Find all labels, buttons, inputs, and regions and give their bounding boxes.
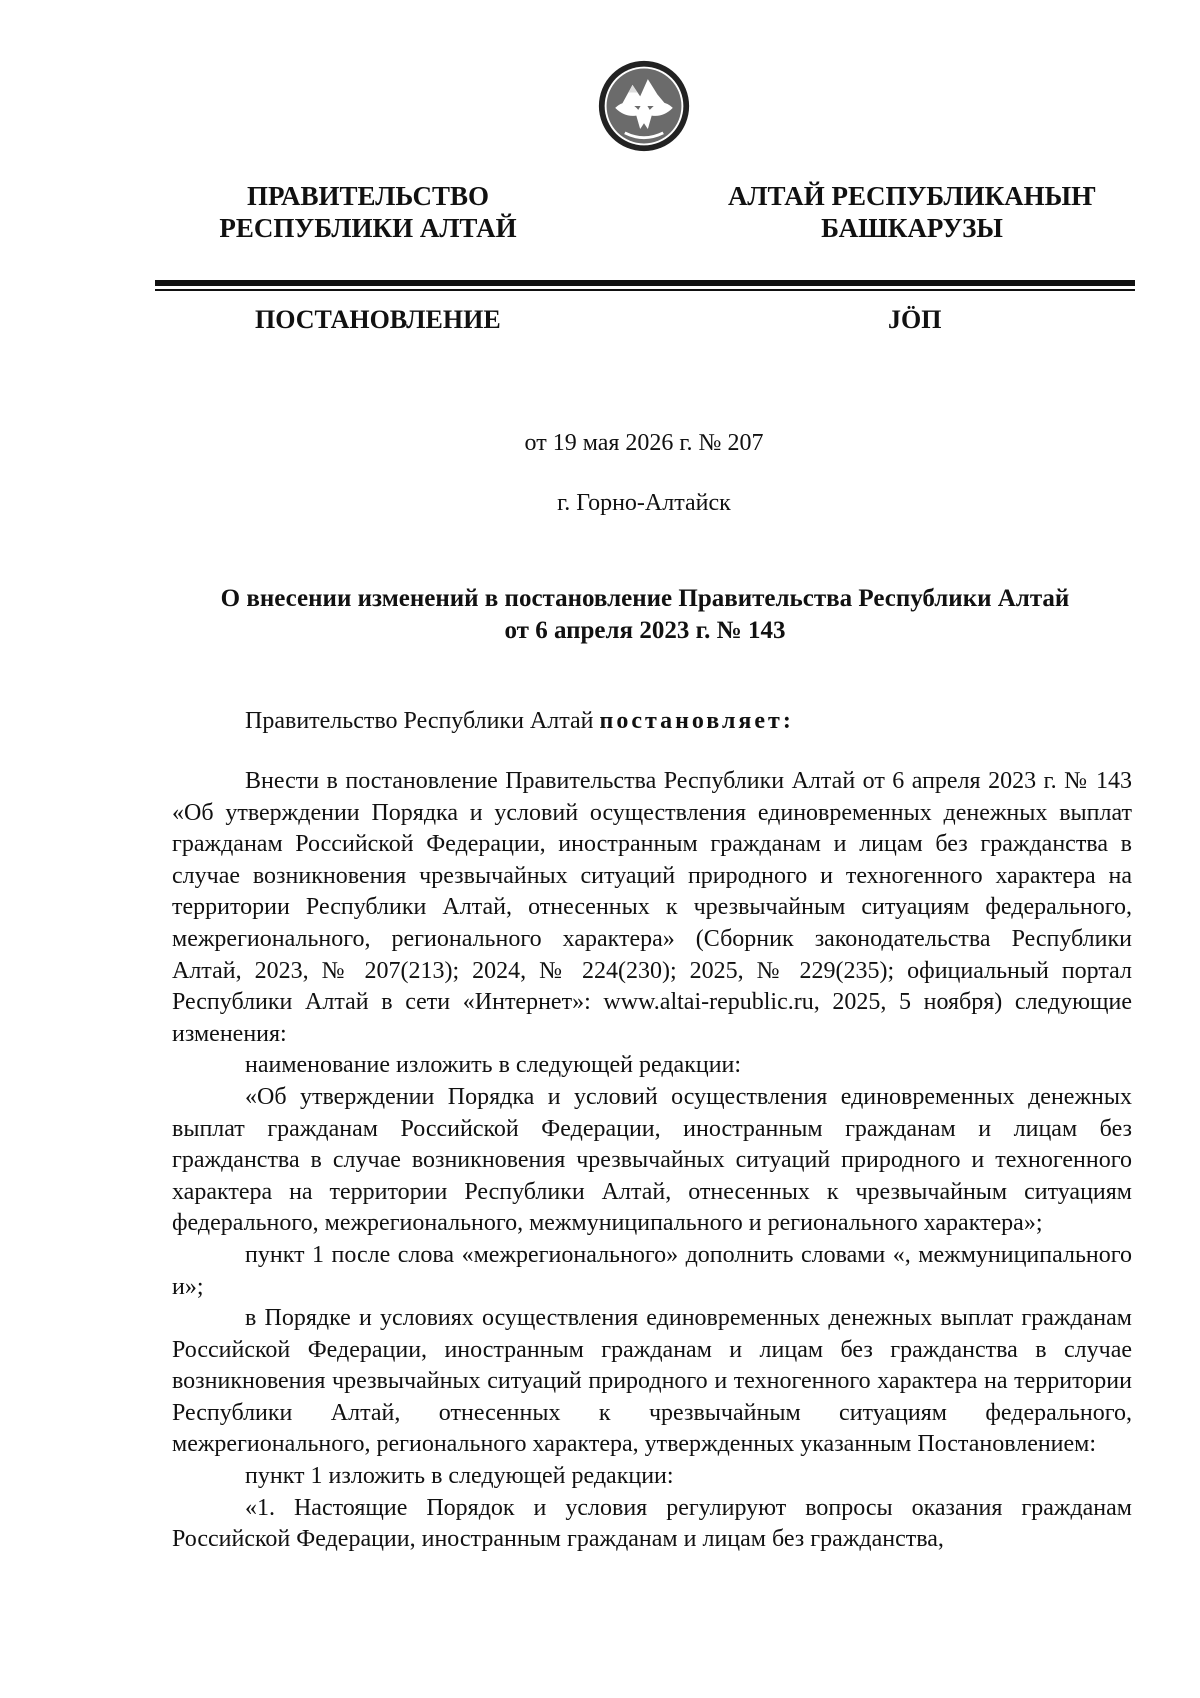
document-date-number: от 19 мая 2026 г. № 207 bbox=[524, 430, 764, 456]
document-title-line: от 6 апреля 2023 г. № 143 bbox=[504, 617, 786, 644]
header-rule-thin bbox=[155, 289, 1135, 291]
body-paragraph: «1. Настоящие Порядок и условия регулируют вопросы оказания гражданам Российской Федерации, иностранным гражданам и лицам без гражданства, bbox=[172, 1494, 1132, 1553]
header-left bbox=[218, 180, 518, 244]
doc-type-altai: JӦП bbox=[888, 305, 942, 334]
document-body bbox=[172, 766, 1132, 1556]
intro-text: Правительство Республики Алтай bbox=[245, 708, 594, 734]
header-left-line: ПРАВИТЕЛЬСТВО bbox=[246, 181, 490, 211]
header-rule-thick bbox=[155, 280, 1135, 286]
document-city: г. Горно-Алтайск bbox=[557, 490, 731, 516]
body-paragraph: «Об утверждении Порядка и условий осуществления единовременных денежных выплат гражданам Российской Федерации, иностранным гражданам и лицам без гражданства в случае возникновения чрезвычайных ситуаций природного и техногенного характера на территории Республики Алтай, отнесенных к чрезвычайным ситуациям федерального, межрегионального, межмуниципального и регионального характера»; bbox=[172, 1083, 1132, 1237]
coat-of-arms-icon bbox=[596, 58, 692, 154]
document-title bbox=[160, 583, 1130, 647]
doc-type-russian: ПОСТАНОВЛЕНИЕ bbox=[255, 305, 501, 334]
body-paragraph: наименование изложить в следующей редакции: bbox=[245, 1052, 742, 1079]
body-paragraph: Внести в постановление Правительства Республики Алтай от 6 апреля 2023 г. № 143 «Об утверждении Порядка и условий осуществления единовременных денежных выплат гражданам Российской Федерации, иностранным гражданам и лицам без гражданства в случае возникновения чрезвычайных ситуаций природного и техногенного характера на территории Республики Алтай, отнесенных к чрезвычайным ситуациям федерального, межрегионального, регионального характера» (Сборник законодательства Республики Алтай, 2023, № 207(213); 2024, № 224(230); 2025, № 229(235); официальный портал Республики Алтай в сети «Интернет»: www.altai-republic.ru, 2025, 5 ноября) следующие изменения: bbox=[172, 768, 1132, 1047]
document-title-line: О внесении изменений в постановление Правительства Республики Алтай bbox=[220, 585, 1070, 612]
body-paragraph: пункт 1 после слова «межрегионального» дополнить словами «, межмуниципального и»; bbox=[172, 1241, 1132, 1300]
header-right-line: АЛТАЙ РЕСПУБЛИКАНЫҤ bbox=[727, 181, 1097, 211]
header-right-line: БАШКАРУЗЫ bbox=[821, 213, 1003, 243]
resolution-intro bbox=[245, 706, 794, 736]
intro-emphasis: постановляет: bbox=[599, 708, 794, 734]
header-right bbox=[722, 180, 1102, 244]
header-left-line: РЕСПУБЛИКИ АЛТАЙ bbox=[219, 213, 517, 243]
body-paragraph: в Порядке и условиях осуществления единовременных денежных выплат гражданам Российской Федерации, иностранным гражданам и лицам без гражданства в случае возникновения чрезвычайных ситуаций природного и техногенного характера на территории Республики Алтай, отнесенных к чрезвычайным ситуациям федерального, межрегионального, регионального характера, утвержденных указанным Постановлением: bbox=[172, 1305, 1132, 1458]
body-paragraph: пункт 1 изложить в следующей редакции: bbox=[245, 1463, 674, 1490]
